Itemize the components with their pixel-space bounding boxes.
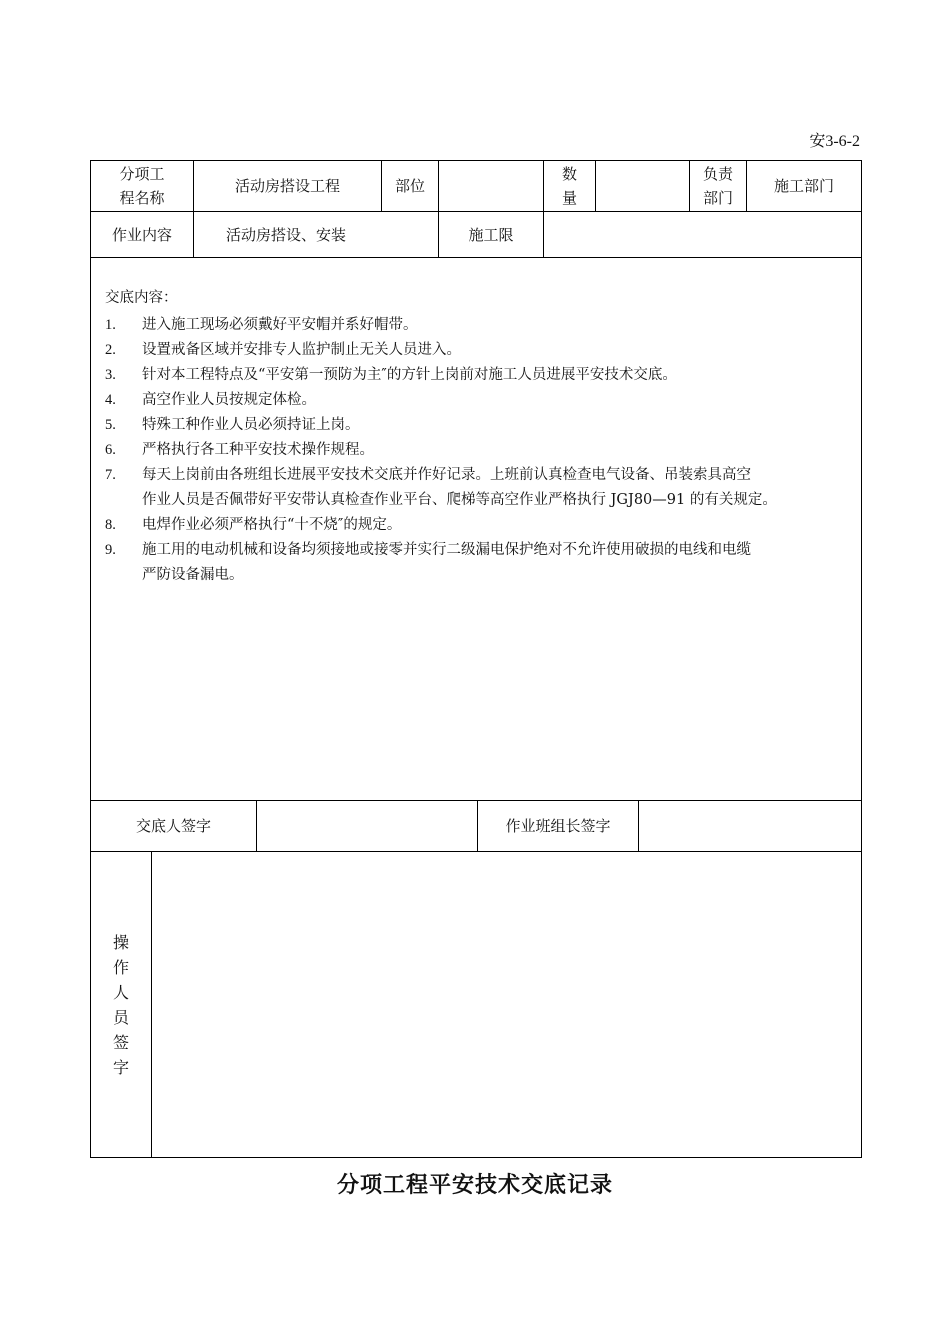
briefing-item-text: 施工用的电动机械和设备均须接地或接零并实行二级漏电保护绝对不允许使用破损的电线和电缆 严防设备漏电。 bbox=[142, 542, 751, 583]
briefing-item-text: 每天上岗前由各班组长进展平安技术交底并作好记录。上班前认真检查电气设备、吊装索具高空 作业人员是否佩带好平安带认真检查作业平台、爬梯等高空作业严格执行 JGJ80—91 的有关规定。 bbox=[142, 467, 777, 508]
operators-label-char: 签 bbox=[112, 1033, 129, 1052]
briefing-content bbox=[105, 286, 865, 588]
work-content-value[interactable]: 活动房搭设、安装 bbox=[225, 225, 346, 244]
briefing-list bbox=[105, 313, 865, 588]
operators-label-char: 人 bbox=[112, 983, 129, 1002]
briefing-item bbox=[105, 363, 865, 388]
briefing-item-number: 6. bbox=[105, 442, 116, 458]
briefing-item-number: 3. bbox=[105, 367, 116, 383]
operators-label-char: 操 bbox=[112, 933, 129, 952]
briefing-item bbox=[105, 388, 865, 413]
operators-label-char: 作 bbox=[112, 958, 129, 977]
briefing-item-text: 设置戒备区域并安排专人监护制止无关人员进入。 bbox=[142, 342, 461, 358]
team-leader-signature-field[interactable] bbox=[639, 801, 861, 851]
briefing-intro: 交底内容： bbox=[105, 290, 178, 306]
briefing-item-number: 2. bbox=[105, 342, 116, 358]
row-divider bbox=[90, 257, 862, 258]
briefing-item bbox=[105, 338, 865, 363]
briefing-item-text: 进入施工现场必须戴好平安帽并系好帽带。 bbox=[142, 317, 418, 333]
location-label: 部位 bbox=[394, 177, 425, 195]
work-content-label: 作业内容 bbox=[111, 225, 172, 244]
briefing-item bbox=[105, 463, 865, 513]
responsible-dept-label: 负责 部门 bbox=[702, 165, 733, 207]
briefer-signature-field[interactable] bbox=[257, 801, 477, 851]
briefing-item-text: 高空作业人员按规定体检。 bbox=[142, 392, 316, 408]
briefing-item-number: 7. bbox=[105, 467, 116, 483]
responsible-dept-value[interactable]: 施工部门 bbox=[773, 177, 834, 195]
operators-label-char: 字 bbox=[112, 1058, 129, 1077]
operators-signature-area[interactable] bbox=[152, 852, 861, 1157]
document-code: 安3-6-2 bbox=[809, 133, 860, 150]
construction-period-value[interactable] bbox=[544, 212, 861, 257]
location-value[interactable] bbox=[439, 161, 543, 211]
briefing-item bbox=[105, 513, 865, 538]
briefing-item-text: 针对本工程特点及“平安第一预防为主″的方针上岗前对施工人员进展平安技术交底。 bbox=[142, 367, 677, 383]
sub-project-name-label: 分项工 程名称 bbox=[119, 165, 165, 207]
document-title: 分项工程平安技术交底记录 bbox=[336, 1173, 613, 1198]
construction-period-label: 施工限 bbox=[468, 225, 514, 244]
operators-label-char: 员 bbox=[112, 1008, 129, 1027]
briefing-item-text: 电焊作业必须严格执行“十不烧″的规定。 bbox=[142, 517, 402, 533]
quantity-label: 数 量 bbox=[561, 165, 577, 207]
briefing-item bbox=[105, 538, 865, 588]
briefer-signature-label: 交底人签字 bbox=[135, 817, 211, 835]
briefing-item bbox=[105, 313, 865, 338]
briefing-item bbox=[105, 413, 865, 438]
briefing-item bbox=[105, 438, 865, 463]
quantity-value[interactable] bbox=[596, 161, 689, 211]
operators-signature-label bbox=[92, 930, 150, 1080]
team-leader-signature-label: 作业班组长签字 bbox=[505, 817, 611, 835]
briefing-item-number: 5. bbox=[105, 417, 116, 433]
briefing-item-number: 8. bbox=[105, 517, 116, 533]
briefing-item-text: 严格执行各工种平安技术操作规程。 bbox=[142, 442, 374, 458]
briefing-item-number: 4. bbox=[105, 392, 116, 408]
briefing-item-number: 9. bbox=[105, 542, 116, 558]
briefing-item-text: 特殊工种作业人员必须持证上岗。 bbox=[142, 417, 360, 433]
briefing-item-number: 1. bbox=[105, 317, 116, 333]
sub-project-name-value[interactable]: 活动房搭设工程 bbox=[234, 177, 340, 195]
